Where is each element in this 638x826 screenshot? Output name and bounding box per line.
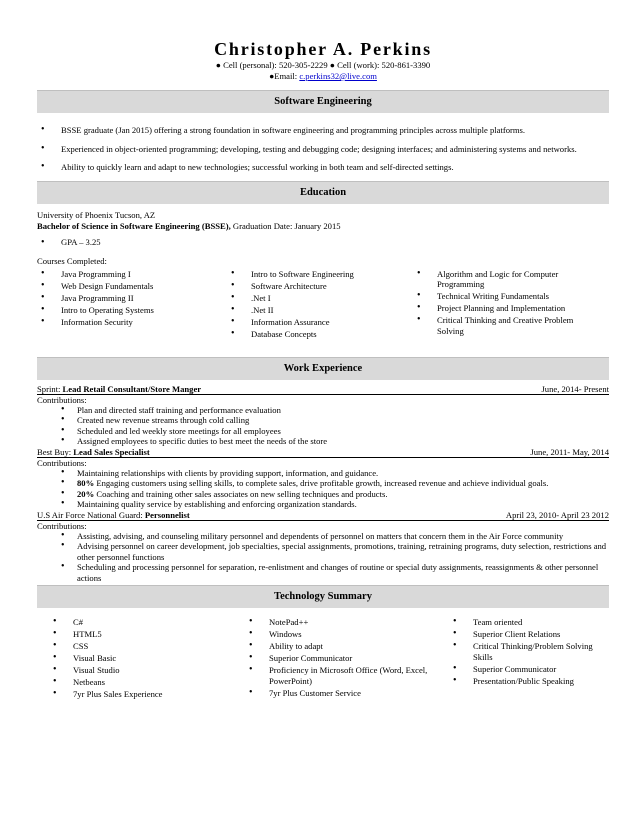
- summary-item: • BSSE graduate (Jan 2015) offering a strong foundation in software engineering and programming principles across multiple platforms.: [37, 125, 609, 136]
- gpa-list: [37, 237, 609, 248]
- job-title: [37, 447, 150, 457]
- courses-column: [37, 269, 227, 341]
- courses-columns: [37, 269, 609, 341]
- tech-item: • Ability to adapt: [245, 641, 449, 652]
- contribution-item: • Maintaining quality service by establishing and enforcing organization standards.: [37, 499, 609, 510]
- courses-column: [227, 269, 413, 341]
- school-line: University of Phoenix Tucson, AZ: [37, 209, 156, 220]
- tech-column: [37, 617, 245, 701]
- section-work-experience: Work Experience: [37, 357, 609, 380]
- company-name: Sprint:: [37, 383, 63, 394]
- job-header: [37, 510, 609, 521]
- course-item: • .Net II: [227, 305, 413, 316]
- job-title: [37, 510, 190, 520]
- tech-column: [245, 617, 449, 701]
- courses-label: Courses Completed:: [37, 255, 107, 266]
- tech-item: • Superior Communicator: [449, 664, 609, 675]
- email-label: ●Email:: [269, 71, 300, 81]
- contributions-list: [37, 531, 609, 584]
- course-item: • Software Architecture: [227, 281, 413, 292]
- summary-list: [37, 125, 609, 173]
- job-title: [37, 384, 201, 394]
- tech-item: • Presentation/Public Speaking: [449, 676, 609, 687]
- contribution-item: • Scheduling and processing personnel for separation, re-enlistment and changes of routine or special duty assignments, reassignments & other personnel actions: [37, 562, 609, 583]
- email-line: [37, 71, 609, 82]
- course-item: • Critical Thinking and Creative Problem Solving: [413, 315, 591, 336]
- job-best-buy: [37, 447, 609, 510]
- contribution-item: • Plan and directed staff training and performance evaluation: [37, 405, 609, 416]
- job-sprint: [37, 384, 609, 447]
- tech-item: • Visual Basic: [49, 653, 245, 664]
- job-dates: April 23, 2010- April 23 2012: [505, 509, 609, 520]
- contributions-label: Contributions:: [37, 457, 87, 468]
- job-air-force: [37, 510, 609, 584]
- contribution-item: • Scheduled and led weekly store meetings for all employees: [37, 426, 609, 437]
- tech-item: • 7yr Plus Sales Experience: [49, 689, 245, 700]
- summary-item: • Ability to quickly learn and adapt to new technologies; successful working in both team and self-directed settings.: [37, 162, 609, 173]
- degree-line: [37, 221, 609, 232]
- course-item: • Information Security: [37, 317, 227, 328]
- contribution-item: • 20% Coaching and training other sales associates on new selling techniques and products.: [37, 489, 609, 500]
- course-item: • Database Concepts: [227, 329, 413, 340]
- tech-item: • Superior Communicator: [245, 653, 449, 664]
- role-name: Lead Retail Consultant/Store Manger: [62, 383, 202, 394]
- course-item: • Java Programming I: [37, 269, 227, 280]
- tech-item: • 7yr Plus Customer Service: [245, 688, 449, 699]
- section-software-engineering: Software Engineering: [37, 90, 609, 113]
- contribution-item: • 80% Engaging customers using selling skills, to complete sales, drive profitable growth, increased revenue and achieve individual goals.: [37, 478, 609, 489]
- role-name: Lead Sales Specialist: [73, 446, 150, 457]
- course-item: • Java Programming II: [37, 293, 227, 304]
- contributions-list: [37, 468, 609, 510]
- contributions-list: [37, 405, 609, 447]
- course-item: • Intro to Software Engineering: [227, 269, 413, 280]
- tech-item: • Visual Studio: [49, 665, 245, 676]
- course-item: • Web Design Fundamentals: [37, 281, 227, 292]
- job-header: [37, 447, 609, 458]
- contribution-item: • Assisting, advising, and counseling military personnel and dependents of personnel on matters that concern them in the Air Force community: [37, 531, 609, 542]
- tech-item: • HTML5: [49, 629, 245, 640]
- contribution-item: • Advising personnel on career development, job specialties, special assignments, promotions, training, retraining programs, duty selection, restrictions and other personnel functions: [37, 541, 609, 562]
- tech-column: [449, 617, 609, 701]
- course-item: • .Net I: [227, 293, 413, 304]
- tech-item: • Proficiency in Microsoft Office (Word, Excel, PowerPoint): [245, 665, 449, 686]
- tech-item: • C#: [49, 617, 245, 628]
- resume-page: [37, 0, 609, 701]
- course-item: • Algorithm and Logic for Computer Programming: [413, 269, 591, 290]
- company-name: U.S Air Force National Guard:: [37, 509, 145, 520]
- contribution-item: • Created new revenue streams through cold calling: [37, 415, 609, 426]
- phone-line: ● Cell (personal): 520-305-2229 ● Cell (work): 520-861-3390: [215, 60, 431, 70]
- company-name: Best Buy:: [37, 446, 74, 457]
- tech-item: • Team oriented: [449, 617, 609, 628]
- degree-name: Bachelor of Science in Software Engineering (BSSE),: [37, 220, 231, 231]
- job-header: [37, 384, 609, 395]
- contribution-item: • Maintaining relationships with clients by providing support, information, and guidance.: [37, 468, 609, 479]
- courses-column: [413, 269, 591, 341]
- course-item: • Intro to Operating Systems: [37, 305, 227, 316]
- course-item: • Technical Writing Fundamentals: [413, 291, 591, 302]
- job-dates: June, 2011- May, 2014: [530, 446, 609, 457]
- tech-item: • CSS: [49, 641, 245, 652]
- summary-item: • Experienced in object-oriented programming; developing, testing and debugging code; designing interfaces; and administering systems and networks.: [37, 144, 609, 155]
- role-name: Personnelist: [144, 509, 190, 520]
- tech-item: • NotePad++: [245, 617, 449, 628]
- candidate-name: Christopher A. Perkins: [214, 39, 432, 59]
- contributions-label: Contributions:: [37, 520, 87, 531]
- section-technology-summary: Technology Summary: [37, 585, 609, 608]
- tech-item: • Netbeans: [49, 677, 245, 688]
- course-item: • Project Planning and Implementation: [413, 303, 591, 314]
- email-link[interactable]: c.perkins32@live.com: [299, 71, 377, 81]
- tech-item: • Critical Thinking/Problem Solving Skills: [449, 641, 609, 662]
- tech-item: • Superior Client Relations: [449, 629, 609, 640]
- contributions-label: Contributions:: [37, 394, 87, 405]
- course-item: • Information Assurance: [227, 317, 413, 328]
- gpa-item: • GPA – 3.25: [37, 237, 609, 248]
- tech-columns: [37, 617, 609, 701]
- job-dates: June, 2014- Present: [541, 383, 609, 394]
- contribution-item: • Assigned employees to specific duties to best meet the needs of the store: [37, 436, 609, 447]
- graduation-date: Graduation Date: January 2015: [230, 220, 341, 231]
- tech-item: • Windows: [245, 629, 449, 640]
- section-education: Education: [37, 181, 609, 204]
